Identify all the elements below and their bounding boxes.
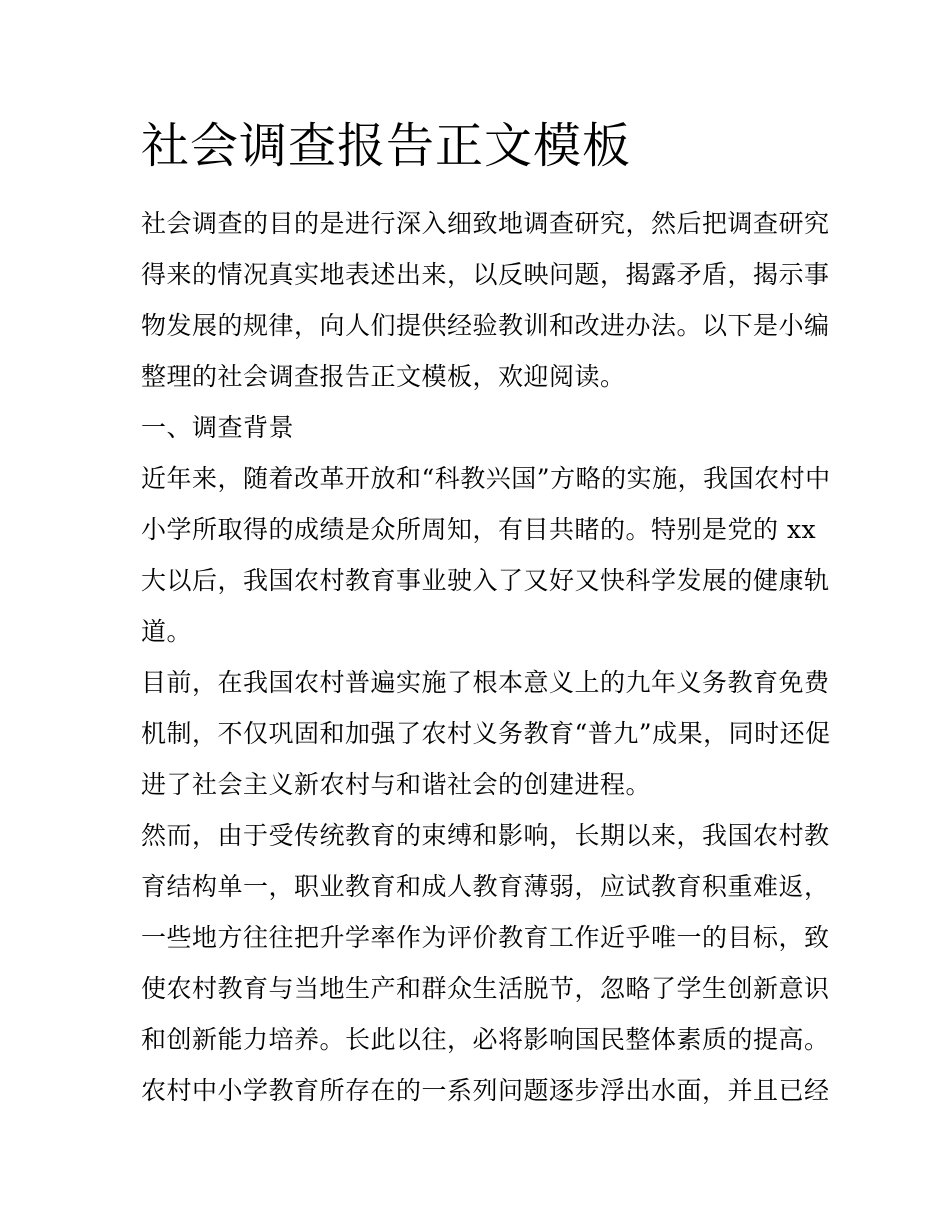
paragraph-line: 大以后，我国农村教育事业驶入了又好又快科学发展的健康轨	[141, 566, 830, 595]
section-heading: 一、调查背景	[141, 413, 295, 442]
paragraph-line: 进了社会主义新农村与和谐社会的创建进程。	[141, 770, 652, 799]
paragraph-line: 得来的情况真实地表述出来，以反映问题，揭露矛盾，揭示事	[141, 260, 830, 289]
paragraph-line: 近年来，随着改革开放和“科教兴国”方略的实施，我国农村中	[141, 464, 831, 493]
paragraph-line: 机制，不仅巩固和加强了农村义务教育“普九”成果，同时还促	[141, 719, 831, 748]
paragraph-line: 目前，在我国农村普遍实施了根本意义上的九年义务教育免费	[141, 668, 830, 697]
document-body	[141, 198, 831, 1116]
paragraph-line: 小学所取得的成绩是众所周知，有目共睹的。特别是党的 xx	[141, 515, 817, 544]
paragraph-line: 育结构单一，职业教育和成人教育薄弱，应试教育积重难返，	[141, 872, 830, 901]
paragraph-line: 农村中小学教育所存在的一系列问题逐步浮出水面，并且已经	[141, 1076, 830, 1105]
paragraph-line: 使农村教育与当地生产和群众生活脱节，忽略了学生创新意识	[141, 974, 830, 1003]
paragraph-line: 一些地方往往把升学率作为评价教育工作近乎唯一的目标，致	[141, 923, 830, 952]
paragraph-line: 整理的社会调查报告正文模板，欢迎阅读。	[141, 362, 626, 391]
paragraph-line: 社会调查的目的是进行深入细致地调查研究，然后把调查研究	[141, 209, 830, 238]
paragraph-line: 然而，由于受传统教育的束缚和影响，长期以来，我国农村教	[141, 821, 830, 850]
paragraph-line: 和创新能力培养。长此以往，必将影响国民整体素质的提高。	[141, 1025, 830, 1054]
paragraph-line: 物发展的规律，向人们提供经验教训和改进办法。以下是小编	[141, 311, 830, 340]
paragraph-line: 道。	[141, 617, 193, 646]
document-content	[141, 112, 831, 1116]
document-title: 社会调查报告正文模板	[141, 118, 632, 174]
